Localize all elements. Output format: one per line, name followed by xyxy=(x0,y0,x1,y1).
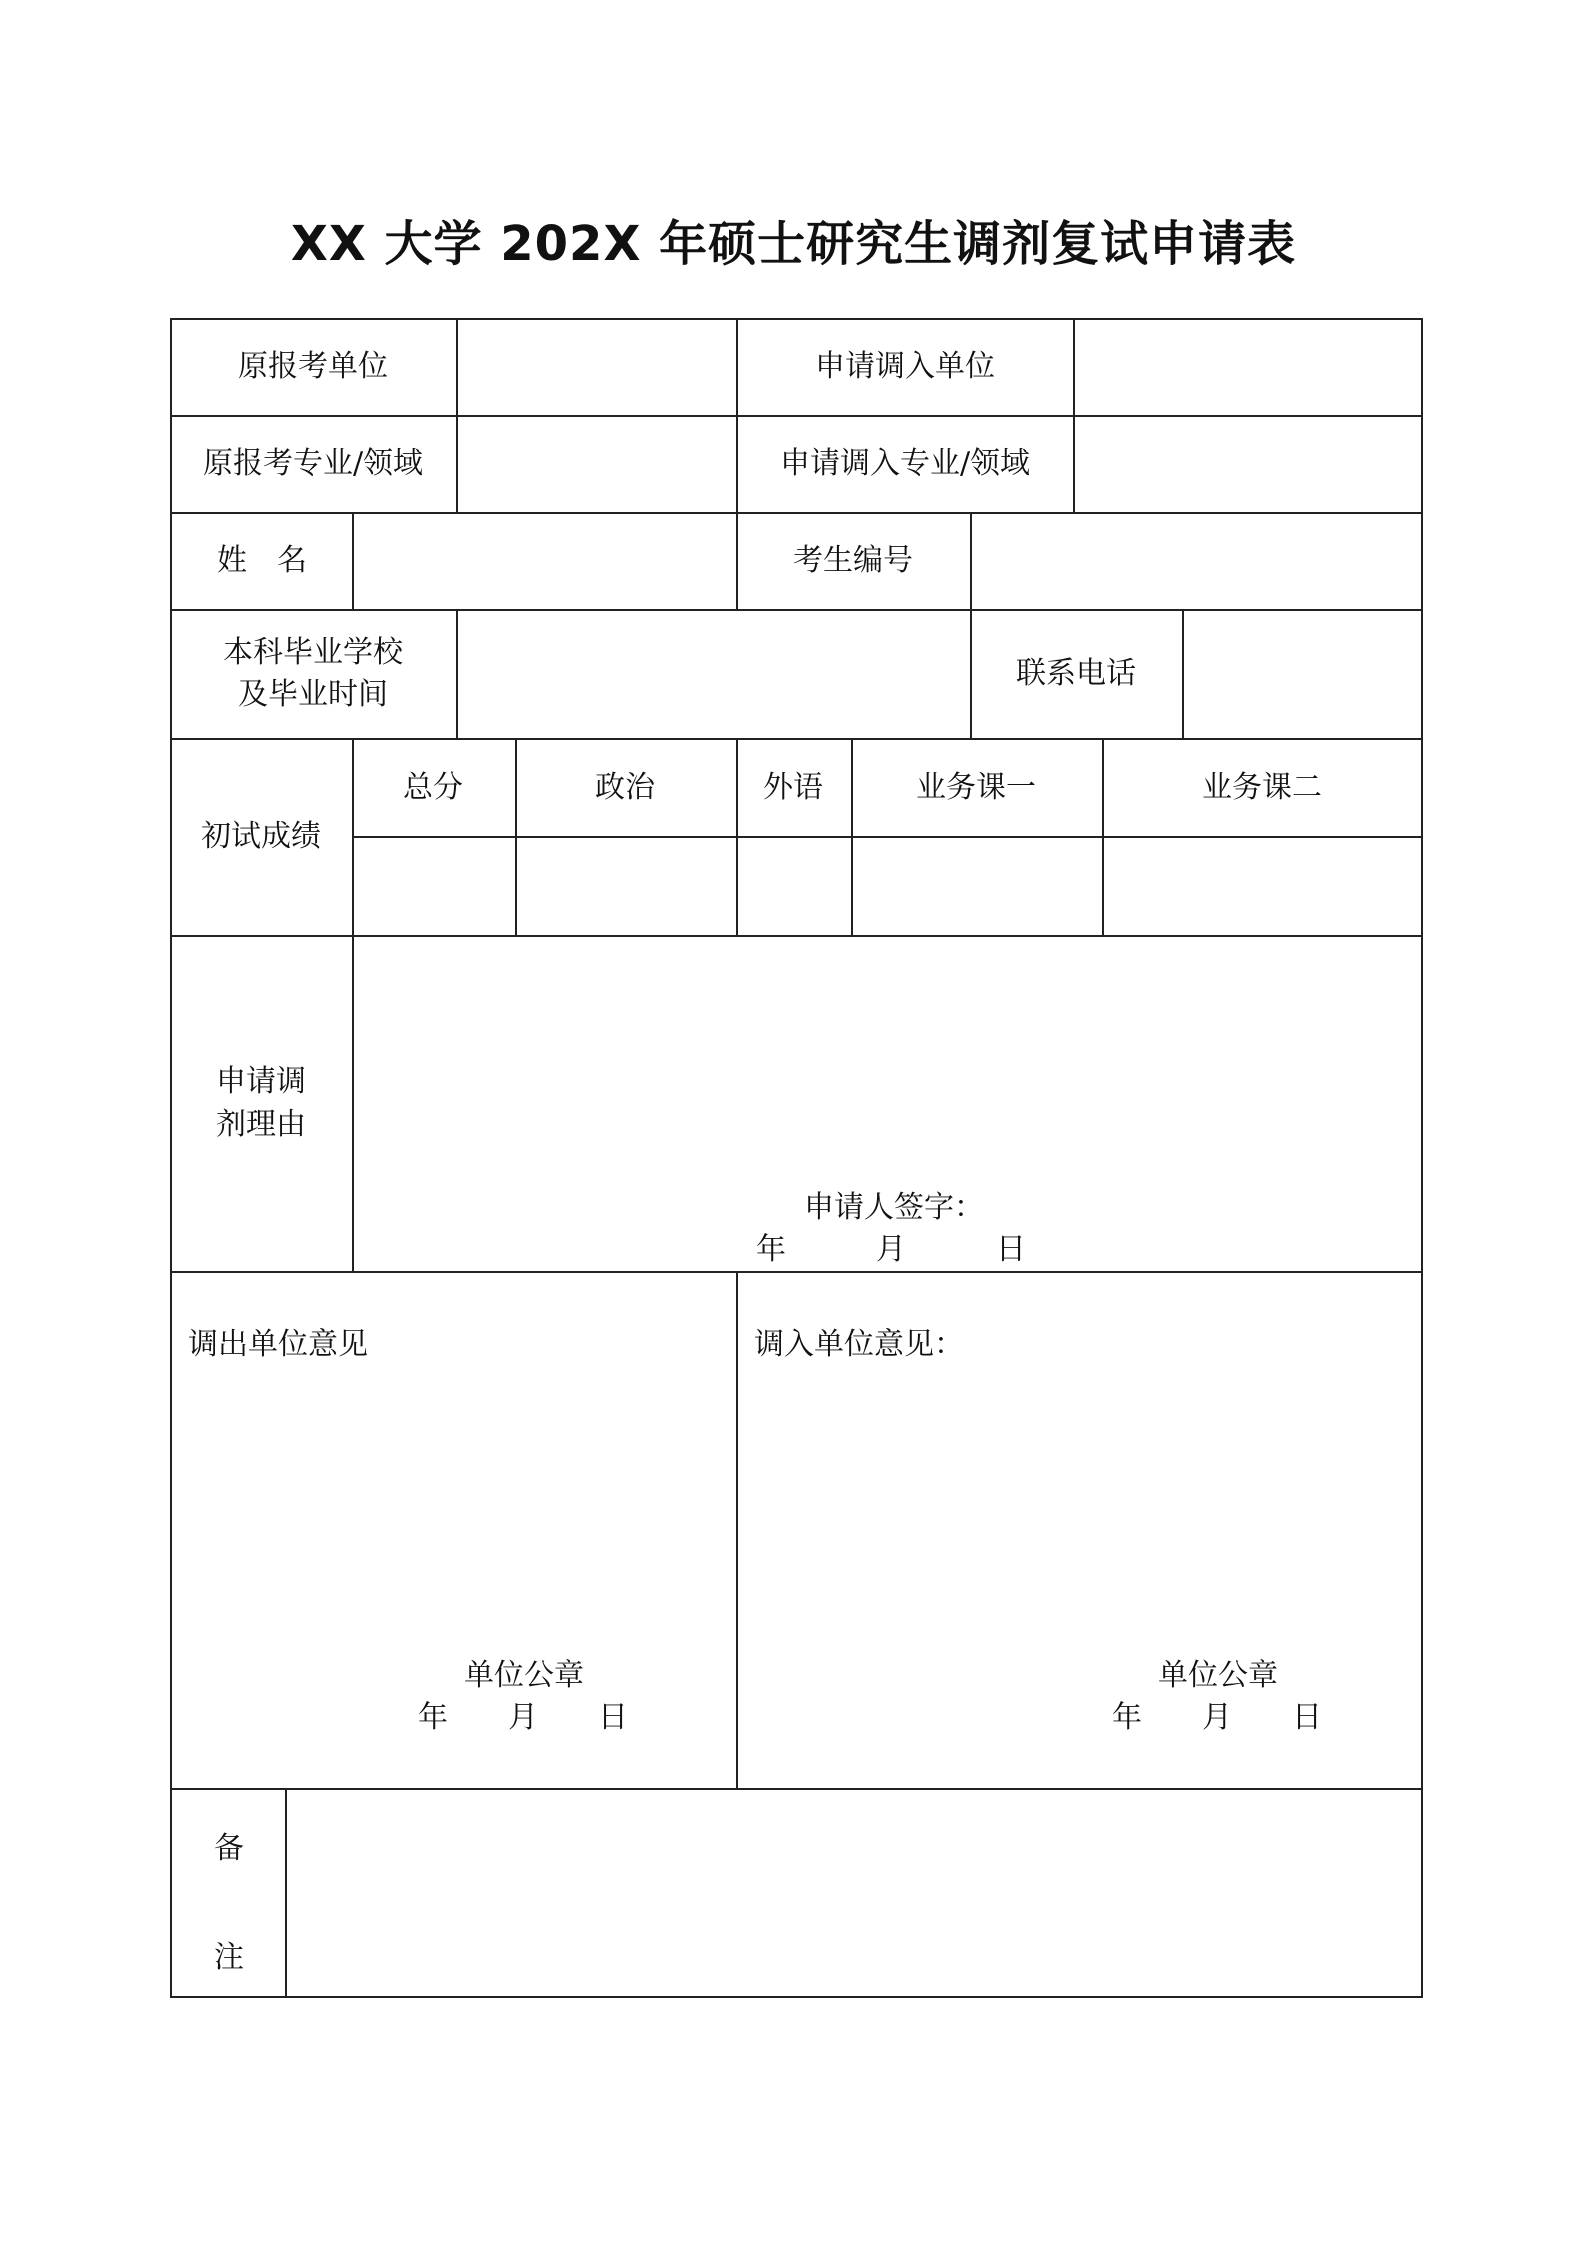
label-remarks-2: 注 xyxy=(214,1940,244,1975)
col-divider xyxy=(736,318,738,512)
score-col-politics: 政治 xyxy=(595,770,655,805)
score-course2-field[interactable] xyxy=(1104,838,1421,933)
row-divider xyxy=(170,738,1423,740)
label-apply-major: 申请调入专业/领域 xyxy=(779,446,1031,481)
exam-number-field[interactable] xyxy=(972,514,1421,607)
label-school-line2: 及毕业时间 xyxy=(238,677,388,712)
label-remarks-1: 备 xyxy=(214,1831,244,1866)
in-unit-seal-date: 年 月 日 xyxy=(1112,1700,1322,1735)
undergrad-school-field[interactable] xyxy=(458,611,968,736)
label-name: 姓 名 xyxy=(217,543,307,578)
label-exam-number: 考生编号 xyxy=(793,543,913,578)
col-divider xyxy=(970,609,972,738)
label-reason-line1: 申请调 xyxy=(216,1064,306,1099)
label-apply-unit: 申请调入单位 xyxy=(815,349,995,384)
score-col-total: 总分 xyxy=(403,770,463,805)
out-unit-seal-date: 年 月 日 xyxy=(418,1700,628,1735)
original-major-field[interactable] xyxy=(458,417,734,510)
score-col-course-1: 业务课一 xyxy=(916,770,1036,805)
in-unit-seal-label: 单位公章 xyxy=(1158,1658,1278,1693)
out-unit-opinion-field[interactable] xyxy=(172,1380,734,1650)
row-divider xyxy=(170,1271,1423,1273)
label-school-line1: 本科毕业学校 xyxy=(223,635,403,670)
apply-major-field[interactable] xyxy=(1075,417,1421,510)
score-col-course-2: 业务课二 xyxy=(1202,770,1322,805)
label-original-unit: 原报考单位 xyxy=(238,349,388,384)
score-language-field[interactable] xyxy=(738,838,849,933)
label-reason-line2: 剂理由 xyxy=(216,1107,306,1142)
score-politics-field[interactable] xyxy=(517,838,734,933)
signature-date: 年 月 日 xyxy=(756,1232,1026,1267)
phone-field[interactable] xyxy=(1184,611,1421,736)
label-initial-scores: 初试成绩 xyxy=(201,819,321,854)
remarks-field[interactable] xyxy=(287,1790,1421,1996)
score-total-field[interactable] xyxy=(354,838,513,933)
score-course1-field[interactable] xyxy=(853,838,1100,933)
score-col-foreign-language: 外语 xyxy=(763,770,823,805)
label-out-unit-opinion: 调出单位意见 xyxy=(188,1327,368,1362)
label-phone: 联系电话 xyxy=(1016,656,1136,691)
label-in-unit-opinion: 调入单位意见： xyxy=(754,1327,964,1362)
col-divider xyxy=(736,512,738,609)
in-unit-opinion-field[interactable] xyxy=(738,1380,1421,1650)
page-title: XX 大学 202X 年硕士研究生调剂复试申请表 xyxy=(290,216,1297,272)
apply-unit-field[interactable] xyxy=(1075,320,1421,413)
signature-label: 申请人签字： xyxy=(804,1190,984,1225)
out-unit-seal-label: 单位公章 xyxy=(464,1658,584,1693)
label-original-major: 原报考专业/领域 xyxy=(202,446,424,481)
original-unit-field[interactable] xyxy=(458,320,734,413)
reason-field[interactable] xyxy=(354,937,1421,1187)
name-field[interactable] xyxy=(354,514,734,607)
